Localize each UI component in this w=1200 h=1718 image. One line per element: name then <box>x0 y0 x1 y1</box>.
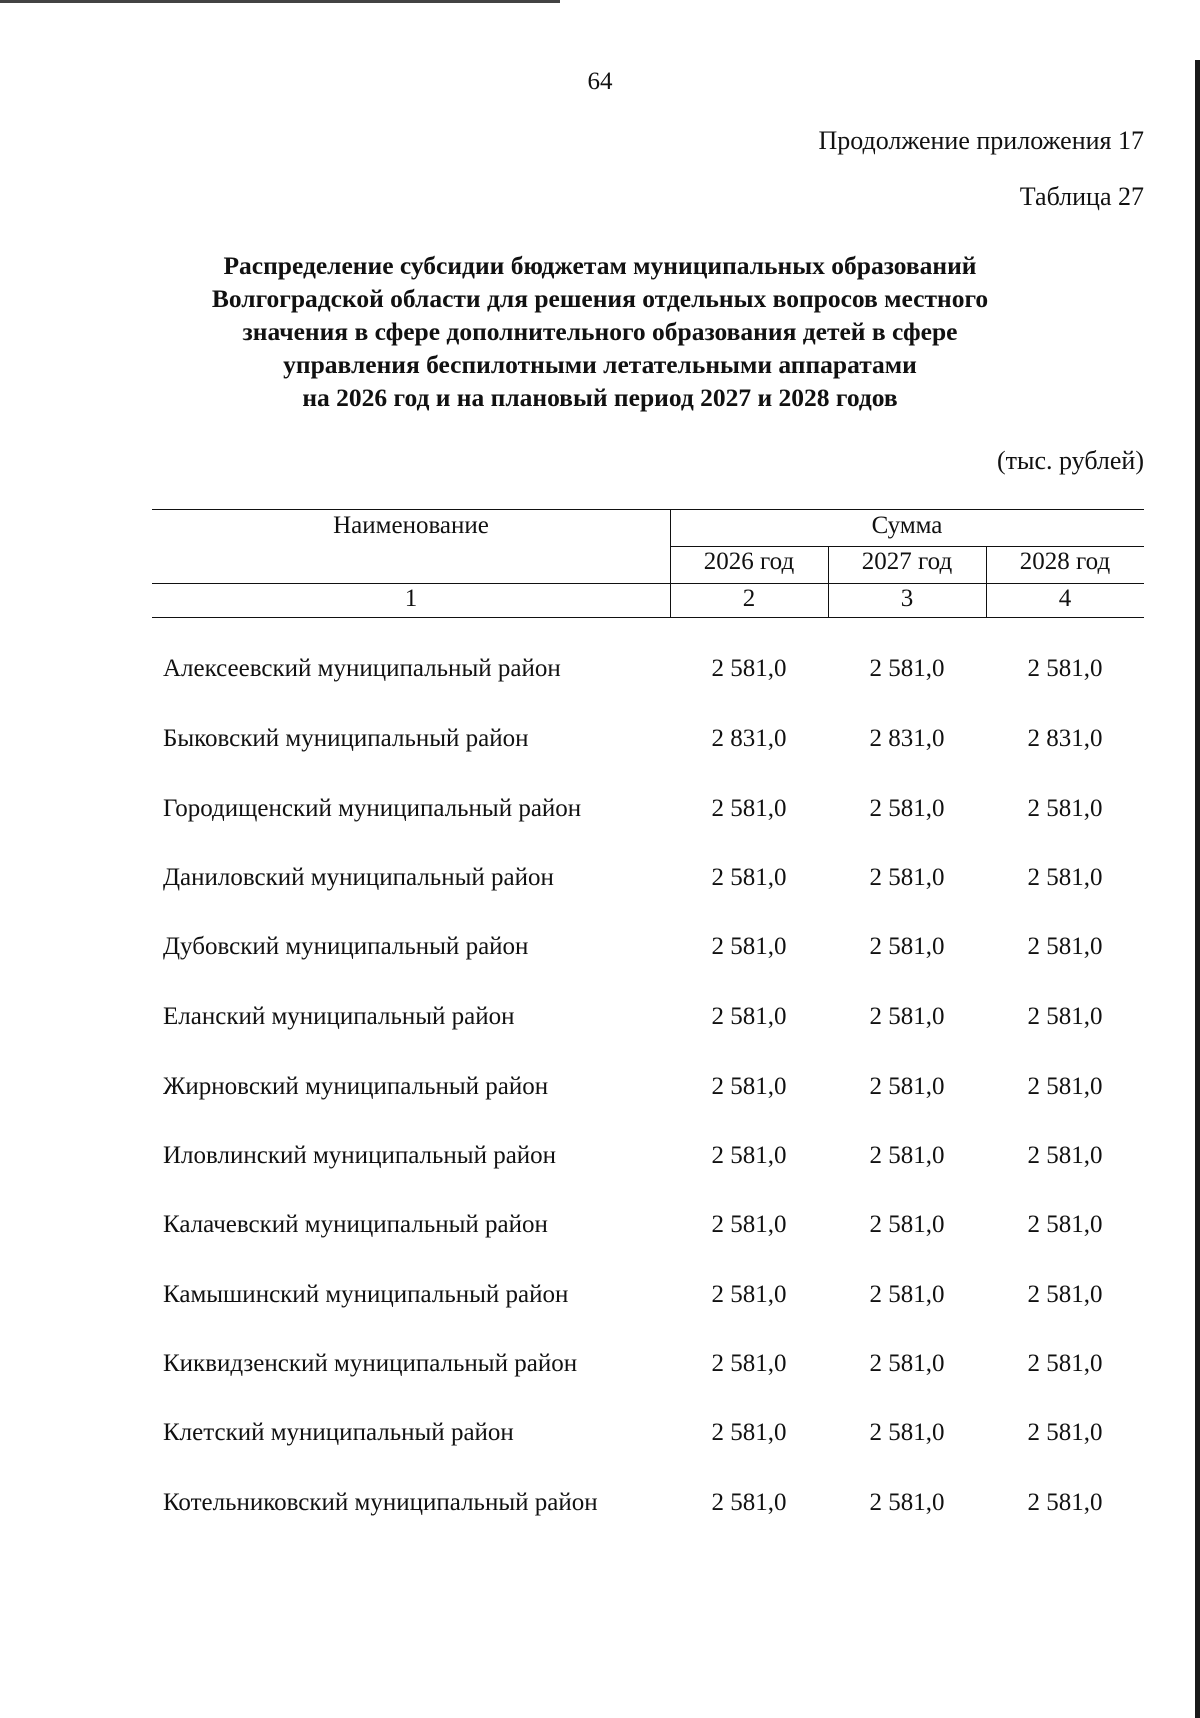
header-bottom-rule <box>152 583 1144 584</box>
row-name: Даниловский муниципальный район <box>163 864 554 891</box>
value-2026: 2 581,0 <box>711 1073 787 1100</box>
value-2027: 2 581,0 <box>869 1073 945 1100</box>
title-line: Волгоградской области для решения отдельных вопросов местного <box>211 284 989 313</box>
page-number: 64 <box>587 68 613 95</box>
row-name: Алексеевский муниципальный район <box>163 655 561 682</box>
document-title <box>150 249 1050 414</box>
table-row <box>0 792 1200 852</box>
column-number: 2 <box>742 585 756 612</box>
table-row <box>0 652 1200 712</box>
value-2028: 2 581,0 <box>1027 655 1103 682</box>
table-row <box>0 1347 1200 1407</box>
table-row <box>0 1208 1200 1268</box>
value-2027: 2 581,0 <box>869 1211 945 1238</box>
value-2027: 2 581,0 <box>869 1281 945 1308</box>
value-2027: 2 581,0 <box>869 655 945 682</box>
value-2028: 2 581,0 <box>1027 1489 1103 1516</box>
value-2026: 2 581,0 <box>711 655 787 682</box>
value-2027: 2 581,0 <box>869 1419 945 1446</box>
units-label: (тыс. рублей) <box>996 446 1144 475</box>
value-2028: 2 581,0 <box>1027 864 1103 891</box>
value-2027: 2 581,0 <box>869 864 945 891</box>
title-line: значения в сфере дополнительного образования детей в сфере <box>242 317 958 346</box>
value-2028: 2 831,0 <box>1027 725 1103 752</box>
value-2026: 2 581,0 <box>711 1350 787 1377</box>
table-row <box>0 861 1200 921</box>
row-name: Клетский муниципальный район <box>163 1419 514 1446</box>
value-2026: 2 581,0 <box>711 1211 787 1238</box>
value-2027: 2 581,0 <box>869 1489 945 1516</box>
value-2026: 2 581,0 <box>711 864 787 891</box>
value-2028: 2 581,0 <box>1027 1073 1103 1100</box>
value-2028: 2 581,0 <box>1027 1211 1103 1238</box>
table-row <box>0 930 1200 990</box>
row-name: Котельниковский муниципальный район <box>163 1489 598 1516</box>
value-2026: 2 581,0 <box>711 1003 787 1030</box>
table-row <box>0 722 1200 782</box>
value-2026: 2 581,0 <box>711 933 787 960</box>
appendix-label: Продолжение приложения 17 <box>818 126 1144 155</box>
row-name: Камышинский муниципальный район <box>163 1281 569 1308</box>
header-year-2028: 2028 год <box>1019 548 1111 575</box>
value-2028: 2 581,0 <box>1027 1003 1103 1030</box>
column-number: 4 <box>1058 585 1072 612</box>
row-name: Жирновский муниципальный район <box>163 1073 549 1100</box>
row-name: Калачевский муниципальный район <box>163 1211 548 1238</box>
table-label: Таблица 27 <box>1019 182 1144 211</box>
value-2028: 2 581,0 <box>1027 1142 1103 1169</box>
row-name: Быковский муниципальный район <box>163 725 529 752</box>
header-year-2026: 2026 год <box>703 548 795 575</box>
table-top-rule <box>152 509 1144 510</box>
value-2027: 2 581,0 <box>869 1003 945 1030</box>
value-2027: 2 581,0 <box>869 1142 945 1169</box>
scan-edge-top <box>0 0 560 3</box>
value-2026: 2 581,0 <box>711 1489 787 1516</box>
table-row <box>0 1070 1200 1130</box>
title-line: на 2026 год и на плановый период 2027 и 2028 годов <box>302 383 898 412</box>
header-sum: Сумма <box>871 512 943 539</box>
row-name: Городищенский муниципальный район <box>163 795 582 822</box>
column-number-rule <box>152 617 1144 618</box>
table-row <box>0 1139 1200 1199</box>
value-2028: 2 581,0 <box>1027 1281 1103 1308</box>
row-name: Иловлинский муниципальный район <box>163 1142 557 1169</box>
table-row <box>0 1486 1200 1566</box>
row-name: Дубовский муниципальный район <box>163 933 529 960</box>
table-row <box>0 1278 1200 1338</box>
header-year-2027: 2027 год <box>861 548 953 575</box>
value-2026: 2 581,0 <box>711 1281 787 1308</box>
value-2026: 2 831,0 <box>711 725 787 752</box>
title-line: управления беспилотными летательными аппаратами <box>283 350 917 379</box>
value-2028: 2 581,0 <box>1027 1419 1103 1446</box>
value-2027: 2 581,0 <box>869 795 945 822</box>
value-2028: 2 581,0 <box>1027 933 1103 960</box>
value-2027: 2 581,0 <box>869 1350 945 1377</box>
value-2028: 2 581,0 <box>1027 795 1103 822</box>
sum-header-rule <box>670 546 1144 547</box>
table-row <box>0 1000 1200 1060</box>
row-name: Еланский муниципальный район <box>163 1003 515 1030</box>
value-2026: 2 581,0 <box>711 1142 787 1169</box>
value-2026: 2 581,0 <box>711 1419 787 1446</box>
table-row <box>0 1416 1200 1476</box>
title-line: Распределение субсидии бюджетам муниципальных образований <box>223 251 977 280</box>
value-2027: 2 581,0 <box>869 933 945 960</box>
value-2028: 2 581,0 <box>1027 1350 1103 1377</box>
value-2026: 2 581,0 <box>711 795 787 822</box>
column-number: 1 <box>404 585 418 612</box>
column-number: 3 <box>900 585 914 612</box>
header-name: Наименование <box>333 512 489 539</box>
row-name: Киквидзенский муниципальный район <box>163 1350 578 1377</box>
value-2027: 2 831,0 <box>869 725 945 752</box>
